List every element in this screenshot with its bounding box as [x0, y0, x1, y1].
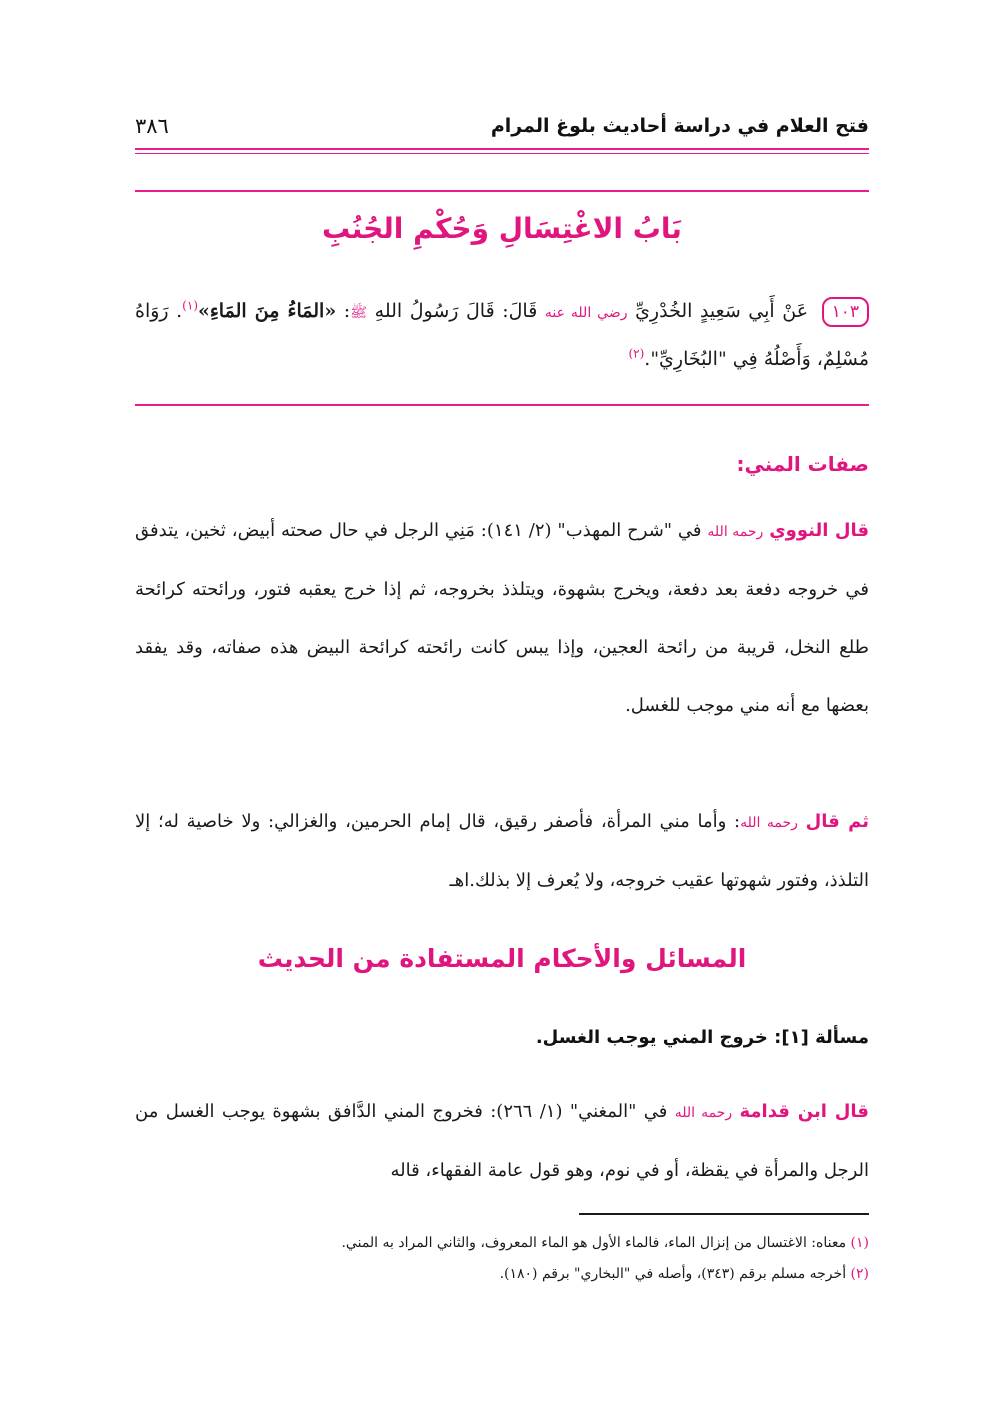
paragraph-text: في "شرح المهذب" (٢/ ١٤١): مَنِي الرجل في حال صحته أبيض، ثخين، يتدفق في خروجه دفعة بعد دفعة، ويخرج بشهوة، ويتلذذ بخروجه، ثم إذا خرج يعقبه فتور، ورائحته كرائحة طلع النخل، قريبة من رائحة العجين، وإذا يبس كانت رائحته كرائحة البيض هذه صفاته، وقد يفقد بعضها مع أنه مني موجب للغسل. [135, 520, 869, 716]
header-rule [135, 148, 869, 150]
paragraph-nawawi [135, 502, 869, 735]
speaker-name: قال النووي [769, 520, 870, 541]
footnote-number: (١) [850, 1235, 869, 1251]
footnote-item [135, 1259, 869, 1290]
running-header [135, 108, 869, 144]
honorific-rahimahu: رحمه الله [707, 524, 764, 540]
chapter-rule-top [135, 190, 869, 192]
running-title: فتح العلام في دراسة أحاديث بلوغ المرام [490, 115, 869, 137]
paragraph-ibn-qudama [135, 1083, 869, 1200]
hadith-text: ١٠٣ عَنْ أَبِي سَعِيدٍ الخُدْرِيِّ رضي الله عنه قَالَ: قَالَ رَسُولُ اللهِ ﷺ: «المَاءُ مِنَ المَاءِ»$^{(١)}$. رَوَاهُ مُسْلِمٌ، وَأَصْلُهُ فِي "البُخَارِيِّ".$^{(٢)}$ [135, 298, 869, 370]
paragraph-text: : وأما مني المرأة، فأصفر رقيق، قال إمام الحرمين، والغزالي: ولا خاصية له؛ إلا التلذذ، وفتور شهوتها عقيب خروجه، ولا يُعرف إلا بذلك.اهـ [135, 811, 869, 891]
speaker-name: قال ابن قدامة [739, 1101, 869, 1122]
footnote-marker-1[interactable]: (١) [182, 298, 198, 313]
speaker-name: ثم قال [805, 811, 869, 832]
hadith-said: قَالَ: قَالَ رَسُولُ اللهِ [374, 300, 538, 322]
footnote-marker-2[interactable]: (٢) [628, 346, 645, 361]
chapter-title: بَابُ الاغْتِسَالِ وَحُكْمِ الجُنُبِ [322, 212, 682, 245]
paragraph-female [135, 793, 869, 910]
hadith-quote: «المَاءُ مِنَ المَاءِ» [198, 300, 337, 322]
footnote-text: أخرجه مسلم برقم (٣٤٣)، وأصله في "البخاري" برقم (١٨٠). [499, 1266, 847, 1282]
chapter-rule-bottom [135, 404, 869, 406]
honorific-radiya: رضي الله عنه [544, 305, 628, 321]
rulings-section-title: المسائل والأحكام المستفادة من الحديث [257, 944, 747, 973]
hadith-intro: عَنْ أَبِي سَعِيدٍ الخُدْرِيِّ [635, 300, 809, 322]
hadith-number: ١٠٣ [822, 297, 869, 327]
footnote-text: معناه: الاغتسال من إنزال الماء، فالماء الأول هو الماء المعروف، والثاني المراد به المني. [341, 1235, 847, 1251]
honorific-rahimahu: رحمه الله [740, 815, 798, 831]
footnote-item [135, 1228, 869, 1259]
footnotes [135, 1228, 869, 1290]
page-number: ٣٨٦ [135, 114, 169, 138]
header-rule-thin [135, 153, 869, 154]
issue-heading [135, 1027, 869, 1048]
honorific-prophet: ﷺ [350, 305, 368, 321]
issue-title: خروج المني يوجب الغسل. [535, 1027, 768, 1048]
honorific-rahimahu: رحمه الله [674, 1105, 733, 1121]
paragraph-text: في "المغني" (١/ ٢٦٦): فخروج المني الدَّافق بشهوة يوجب الغسل من الرجل والمرأة في يقظة، أو في نوم، وهو قول عامة الفقهاء، قاله [135, 1101, 869, 1181]
hadith-source: . رَوَاهُ مُسْلِمٌ، وَأَصْلُهُ فِي "البُخَارِيِّ". [135, 300, 869, 370]
issue-label: مسألة [١]: [774, 1027, 869, 1048]
section-heading: صفات المني: [736, 452, 869, 476]
footnote-number: (٢) [850, 1266, 869, 1282]
footnote-rule [579, 1213, 869, 1215]
